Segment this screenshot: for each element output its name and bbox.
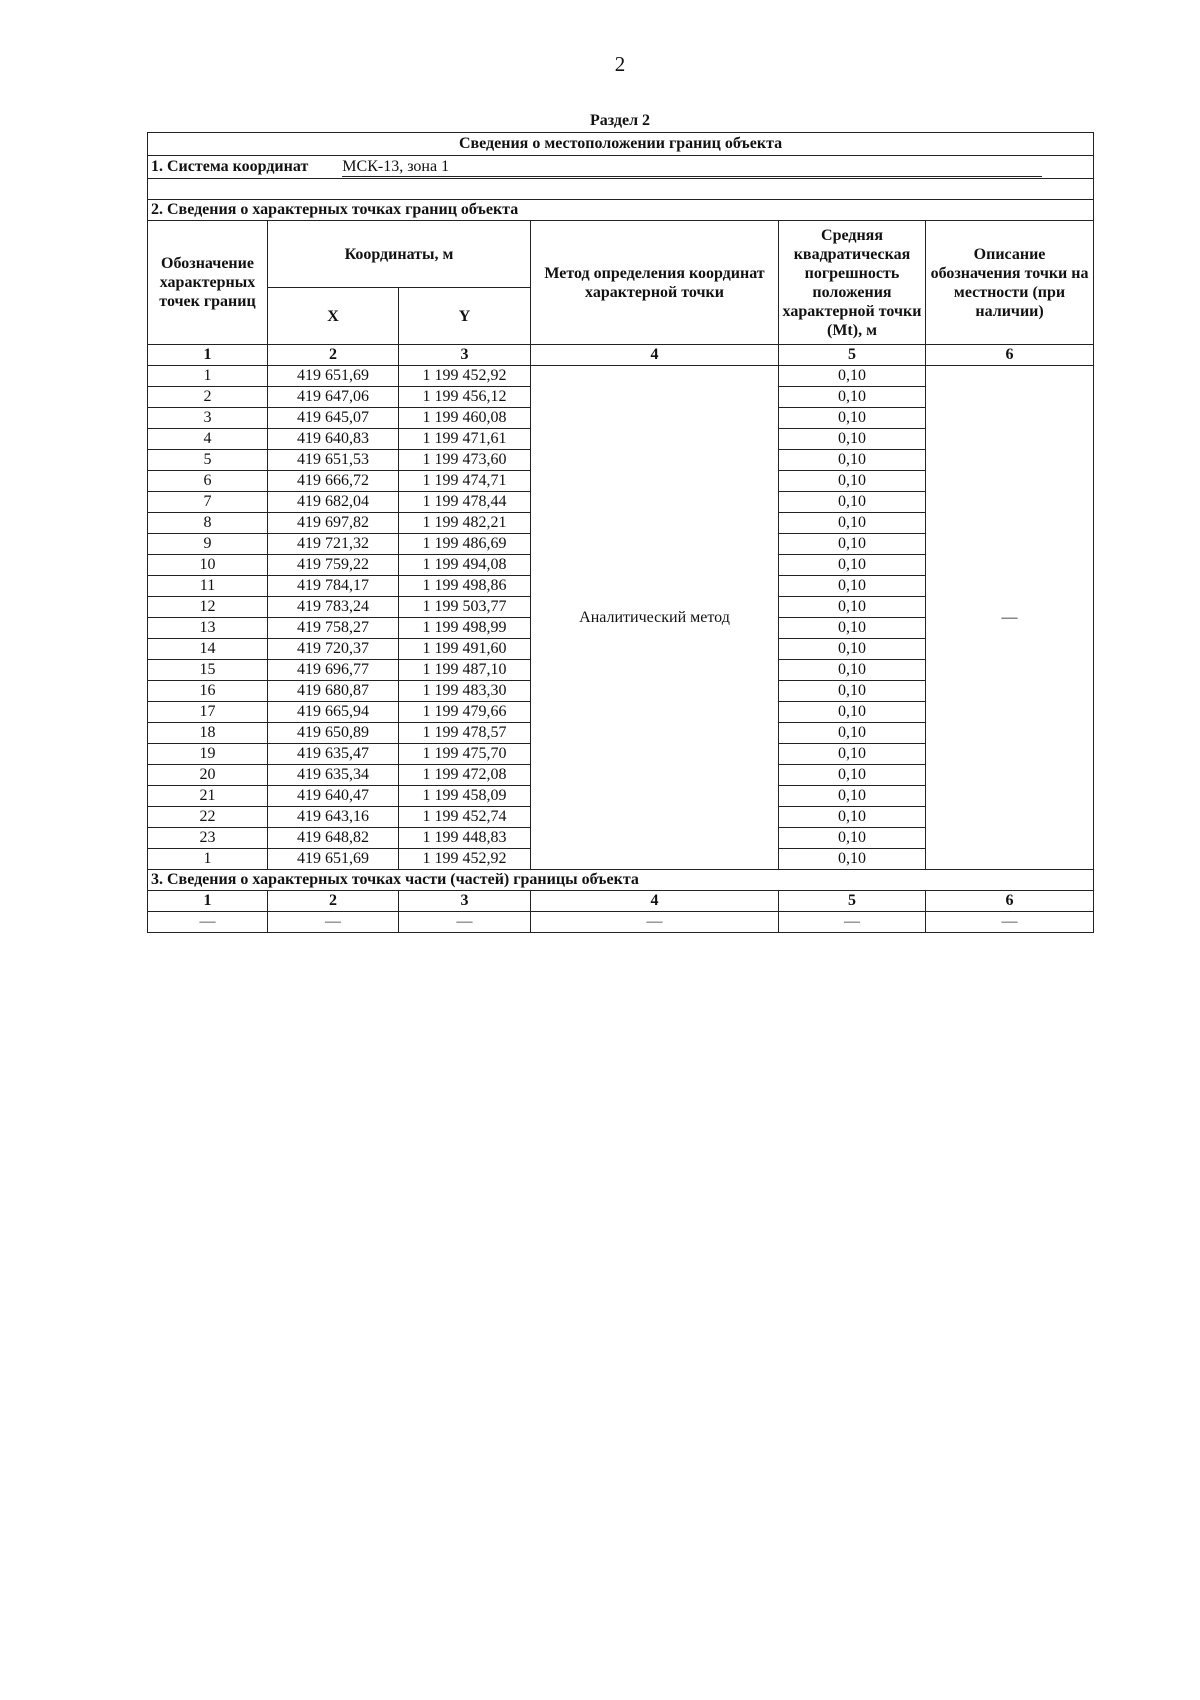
- page-number: 2: [614, 52, 626, 76]
- point-accuracy: 0,10: [779, 702, 926, 723]
- point-accuracy: 0,10: [779, 828, 926, 849]
- table-row: [148, 366, 1094, 387]
- point-number: 16: [148, 681, 268, 702]
- column-number: 2: [268, 891, 399, 912]
- point-number: 3: [148, 408, 268, 429]
- point-y: 1 199 452,92: [399, 849, 531, 870]
- point-number: 19: [148, 744, 268, 765]
- point-x: 419 645,07: [268, 408, 399, 429]
- parts-column-numbers-row: [148, 891, 1094, 912]
- point-number: 22: [148, 807, 268, 828]
- point-number: 18: [148, 723, 268, 744]
- parts-cell: —: [531, 912, 779, 933]
- point-number: 4: [148, 429, 268, 450]
- parts-section-title: 3. Сведения о характерных точках части (частей) границы объекта: [148, 870, 1094, 891]
- spacer-row: [148, 179, 1094, 200]
- point-x: 419 758,27: [268, 618, 399, 639]
- point-x: 419 635,34: [268, 765, 399, 786]
- point-accuracy: 0,10: [779, 408, 926, 429]
- point-number: 6: [148, 471, 268, 492]
- point-number: 5: [148, 450, 268, 471]
- points-section-title: 2. Сведения о характерных точках границ объекта: [148, 200, 1094, 221]
- description-cell: —: [926, 366, 1094, 870]
- point-x: 419 635,47: [268, 744, 399, 765]
- point-number: 17: [148, 702, 268, 723]
- point-y: 1 199 472,08: [399, 765, 531, 786]
- point-number: 8: [148, 513, 268, 534]
- method-cell: Аналитический метод: [531, 366, 779, 870]
- point-x: 419 650,89: [268, 723, 399, 744]
- point-number: 14: [148, 639, 268, 660]
- point-y: 1 199 498,86: [399, 576, 531, 597]
- point-y: 1 199 486,69: [399, 534, 531, 555]
- point-y: 1 199 503,77: [399, 597, 531, 618]
- point-y: 1 199 458,09: [399, 786, 531, 807]
- point-x: 419 783,24: [268, 597, 399, 618]
- header-description: Описание обозначения точки на местности (при наличии): [926, 221, 1094, 345]
- point-y: 1 199 460,08: [399, 408, 531, 429]
- point-x: 419 640,83: [268, 429, 399, 450]
- point-x: 419 696,77: [268, 660, 399, 681]
- point-number: 21: [148, 786, 268, 807]
- parts-cell: —: [268, 912, 399, 933]
- point-x: 419 647,06: [268, 387, 399, 408]
- coord-system-underline: [482, 160, 1042, 177]
- point-x: 419 651,69: [268, 849, 399, 870]
- point-number: 7: [148, 492, 268, 513]
- header-y: Y: [399, 288, 531, 345]
- point-number: 15: [148, 660, 268, 681]
- point-y: 1 199 478,57: [399, 723, 531, 744]
- column-number: 6: [926, 345, 1094, 366]
- point-x: 419 721,32: [268, 534, 399, 555]
- point-y: 1 199 483,30: [399, 681, 531, 702]
- point-x: 419 640,47: [268, 786, 399, 807]
- point-accuracy: 0,10: [779, 492, 926, 513]
- point-accuracy: 0,10: [779, 450, 926, 471]
- point-y: 1 199 479,66: [399, 702, 531, 723]
- header-accuracy: Средняя квадратическая погрешность положения характерной точки (Mt), м: [779, 221, 926, 345]
- point-number: 23: [148, 828, 268, 849]
- point-number: 10: [148, 555, 268, 576]
- coord-system-value: МСК-13, зона 1: [342, 158, 482, 177]
- point-x: 419 680,87: [268, 681, 399, 702]
- parts-row: [148, 912, 1094, 933]
- column-number: 6: [926, 891, 1094, 912]
- point-y: 1 199 473,60: [399, 450, 531, 471]
- point-x: 419 759,22: [268, 555, 399, 576]
- column-number: 2: [268, 345, 399, 366]
- column-numbers-row: [148, 345, 1094, 366]
- point-number: 1: [148, 849, 268, 870]
- point-x: 419 651,69: [268, 366, 399, 387]
- point-y: 1 199 487,10: [399, 660, 531, 681]
- point-y: 1 199 452,92: [399, 366, 531, 387]
- point-accuracy: 0,10: [779, 471, 926, 492]
- point-accuracy: 0,10: [779, 639, 926, 660]
- column-number: 4: [531, 345, 779, 366]
- parts-cell: —: [399, 912, 531, 933]
- point-number: 11: [148, 576, 268, 597]
- point-accuracy: 0,10: [779, 849, 926, 870]
- column-number: 5: [779, 345, 926, 366]
- point-y: 1 199 491,60: [399, 639, 531, 660]
- header-x: X: [268, 288, 399, 345]
- header-designation: Обозначение характерных точек границ: [148, 221, 268, 345]
- point-accuracy: 0,10: [779, 366, 926, 387]
- point-y: 1 199 482,21: [399, 513, 531, 534]
- header-coordinates: Координаты, м: [268, 221, 531, 288]
- point-accuracy: 0,10: [779, 723, 926, 744]
- parts-cell: —: [148, 912, 268, 933]
- point-number: 13: [148, 618, 268, 639]
- point-y: 1 199 478,44: [399, 492, 531, 513]
- column-number: 1: [148, 891, 268, 912]
- point-x: 419 666,72: [268, 471, 399, 492]
- point-x: 419 720,37: [268, 639, 399, 660]
- point-number: 2: [148, 387, 268, 408]
- column-number: 5: [779, 891, 926, 912]
- column-number: 3: [399, 345, 531, 366]
- coord-system-label: 1. Система координат: [151, 157, 309, 175]
- section-title: Раздел 2: [589, 112, 651, 129]
- point-y: 1 199 494,08: [399, 555, 531, 576]
- point-x: 419 643,16: [268, 807, 399, 828]
- point-accuracy: 0,10: [779, 513, 926, 534]
- point-x: 419 665,94: [268, 702, 399, 723]
- column-number: 1: [148, 345, 268, 366]
- point-x: 419 651,53: [268, 450, 399, 471]
- point-x: 419 648,82: [268, 828, 399, 849]
- point-y: 1 199 474,71: [399, 471, 531, 492]
- header-method: Метод определения координат характерной точки: [531, 221, 779, 345]
- point-accuracy: 0,10: [779, 534, 926, 555]
- point-accuracy: 0,10: [779, 660, 926, 681]
- point-accuracy: 0,10: [779, 555, 926, 576]
- point-x: 419 682,04: [268, 492, 399, 513]
- column-number: 4: [531, 891, 779, 912]
- point-accuracy: 0,10: [779, 765, 926, 786]
- parts-cell: —: [926, 912, 1094, 933]
- point-number: 12: [148, 597, 268, 618]
- table-title: Сведения о местоположении границ объекта: [148, 133, 1094, 156]
- boundary-table: [147, 132, 1094, 933]
- coord-system-row: [148, 156, 1094, 179]
- point-y: 1 199 498,99: [399, 618, 531, 639]
- point-number: 1: [148, 366, 268, 387]
- point-accuracy: 0,10: [779, 786, 926, 807]
- point-x: 419 784,17: [268, 576, 399, 597]
- point-accuracy: 0,10: [779, 576, 926, 597]
- point-y: 1 199 471,61: [399, 429, 531, 450]
- point-accuracy: 0,10: [779, 387, 926, 408]
- point-accuracy: 0,10: [779, 807, 926, 828]
- point-accuracy: 0,10: [779, 429, 926, 450]
- point-accuracy: 0,10: [779, 618, 926, 639]
- point-y: 1 199 452,74: [399, 807, 531, 828]
- point-accuracy: 0,10: [779, 681, 926, 702]
- point-y: 1 199 448,83: [399, 828, 531, 849]
- point-number: 20: [148, 765, 268, 786]
- point-y: 1 199 475,70: [399, 744, 531, 765]
- parts-cell: —: [779, 912, 926, 933]
- column-number: 3: [399, 891, 531, 912]
- point-y: 1 199 456,12: [399, 387, 531, 408]
- point-accuracy: 0,10: [779, 597, 926, 618]
- point-x: 419 697,82: [268, 513, 399, 534]
- point-number: 9: [148, 534, 268, 555]
- point-accuracy: 0,10: [779, 744, 926, 765]
